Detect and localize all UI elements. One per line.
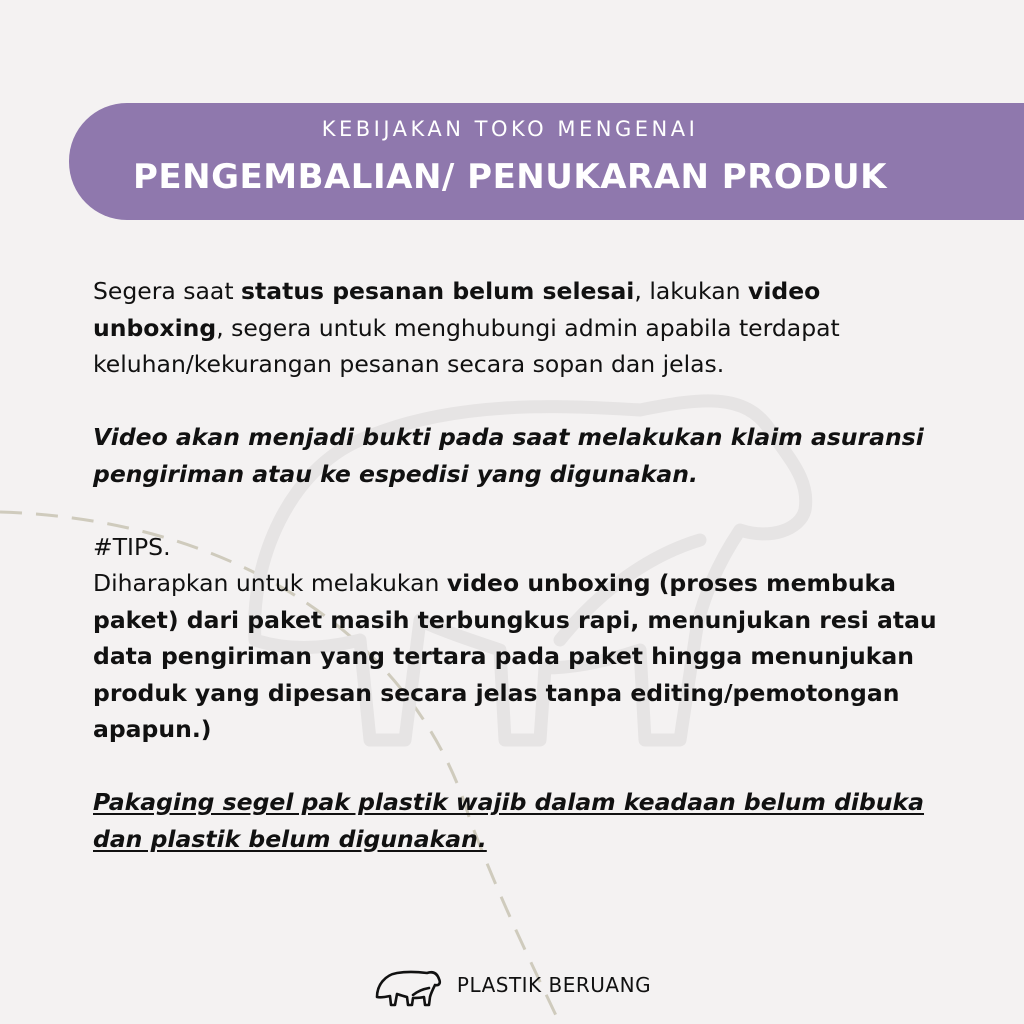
paragraph-tips: Diharapkan untuk melakukan video unboxing (proses membuka paket) dari paket masih terbungkus rapi, menunjukan resi atau data pengiriman yang tertara pada paket hingga menunjukan produk yang dipesan secara jelas tanpa editing/pemotongan apapun.) — [93, 569, 937, 743]
paragraph-evidence: Video akan menjadi bukti pada saat melakukan klaim asuransi pengiriman atau ke espedisi yang digunakan. — [93, 423, 924, 488]
brand-name: PLASTIK BERUANG — [456, 973, 652, 997]
policy-content — [93, 273, 953, 857]
banner-title: PENGEMBALIAN/ PENUKARAN PRODUK — [133, 157, 887, 197]
footer-brand — [0, 960, 1024, 1010]
tips-heading: #TIPS. — [93, 532, 171, 561]
paragraph-unboxing: Segera saat status pesanan belum selesai, lakukan video unboxing, segera untuk menghubungi admin apabila terdapat keluhan/kekurangan pesanan secara sopan dan jelas. — [93, 277, 840, 378]
banner-subtitle: KEBIJAKAN TOKO MENGENAI — [321, 117, 699, 141]
paragraph-packaging: Pakaging segel pak plastik wajib dalam keadaan belum dibuka dan plastik belum digunakan. — [93, 788, 925, 853]
bear-icon — [373, 963, 443, 1007]
